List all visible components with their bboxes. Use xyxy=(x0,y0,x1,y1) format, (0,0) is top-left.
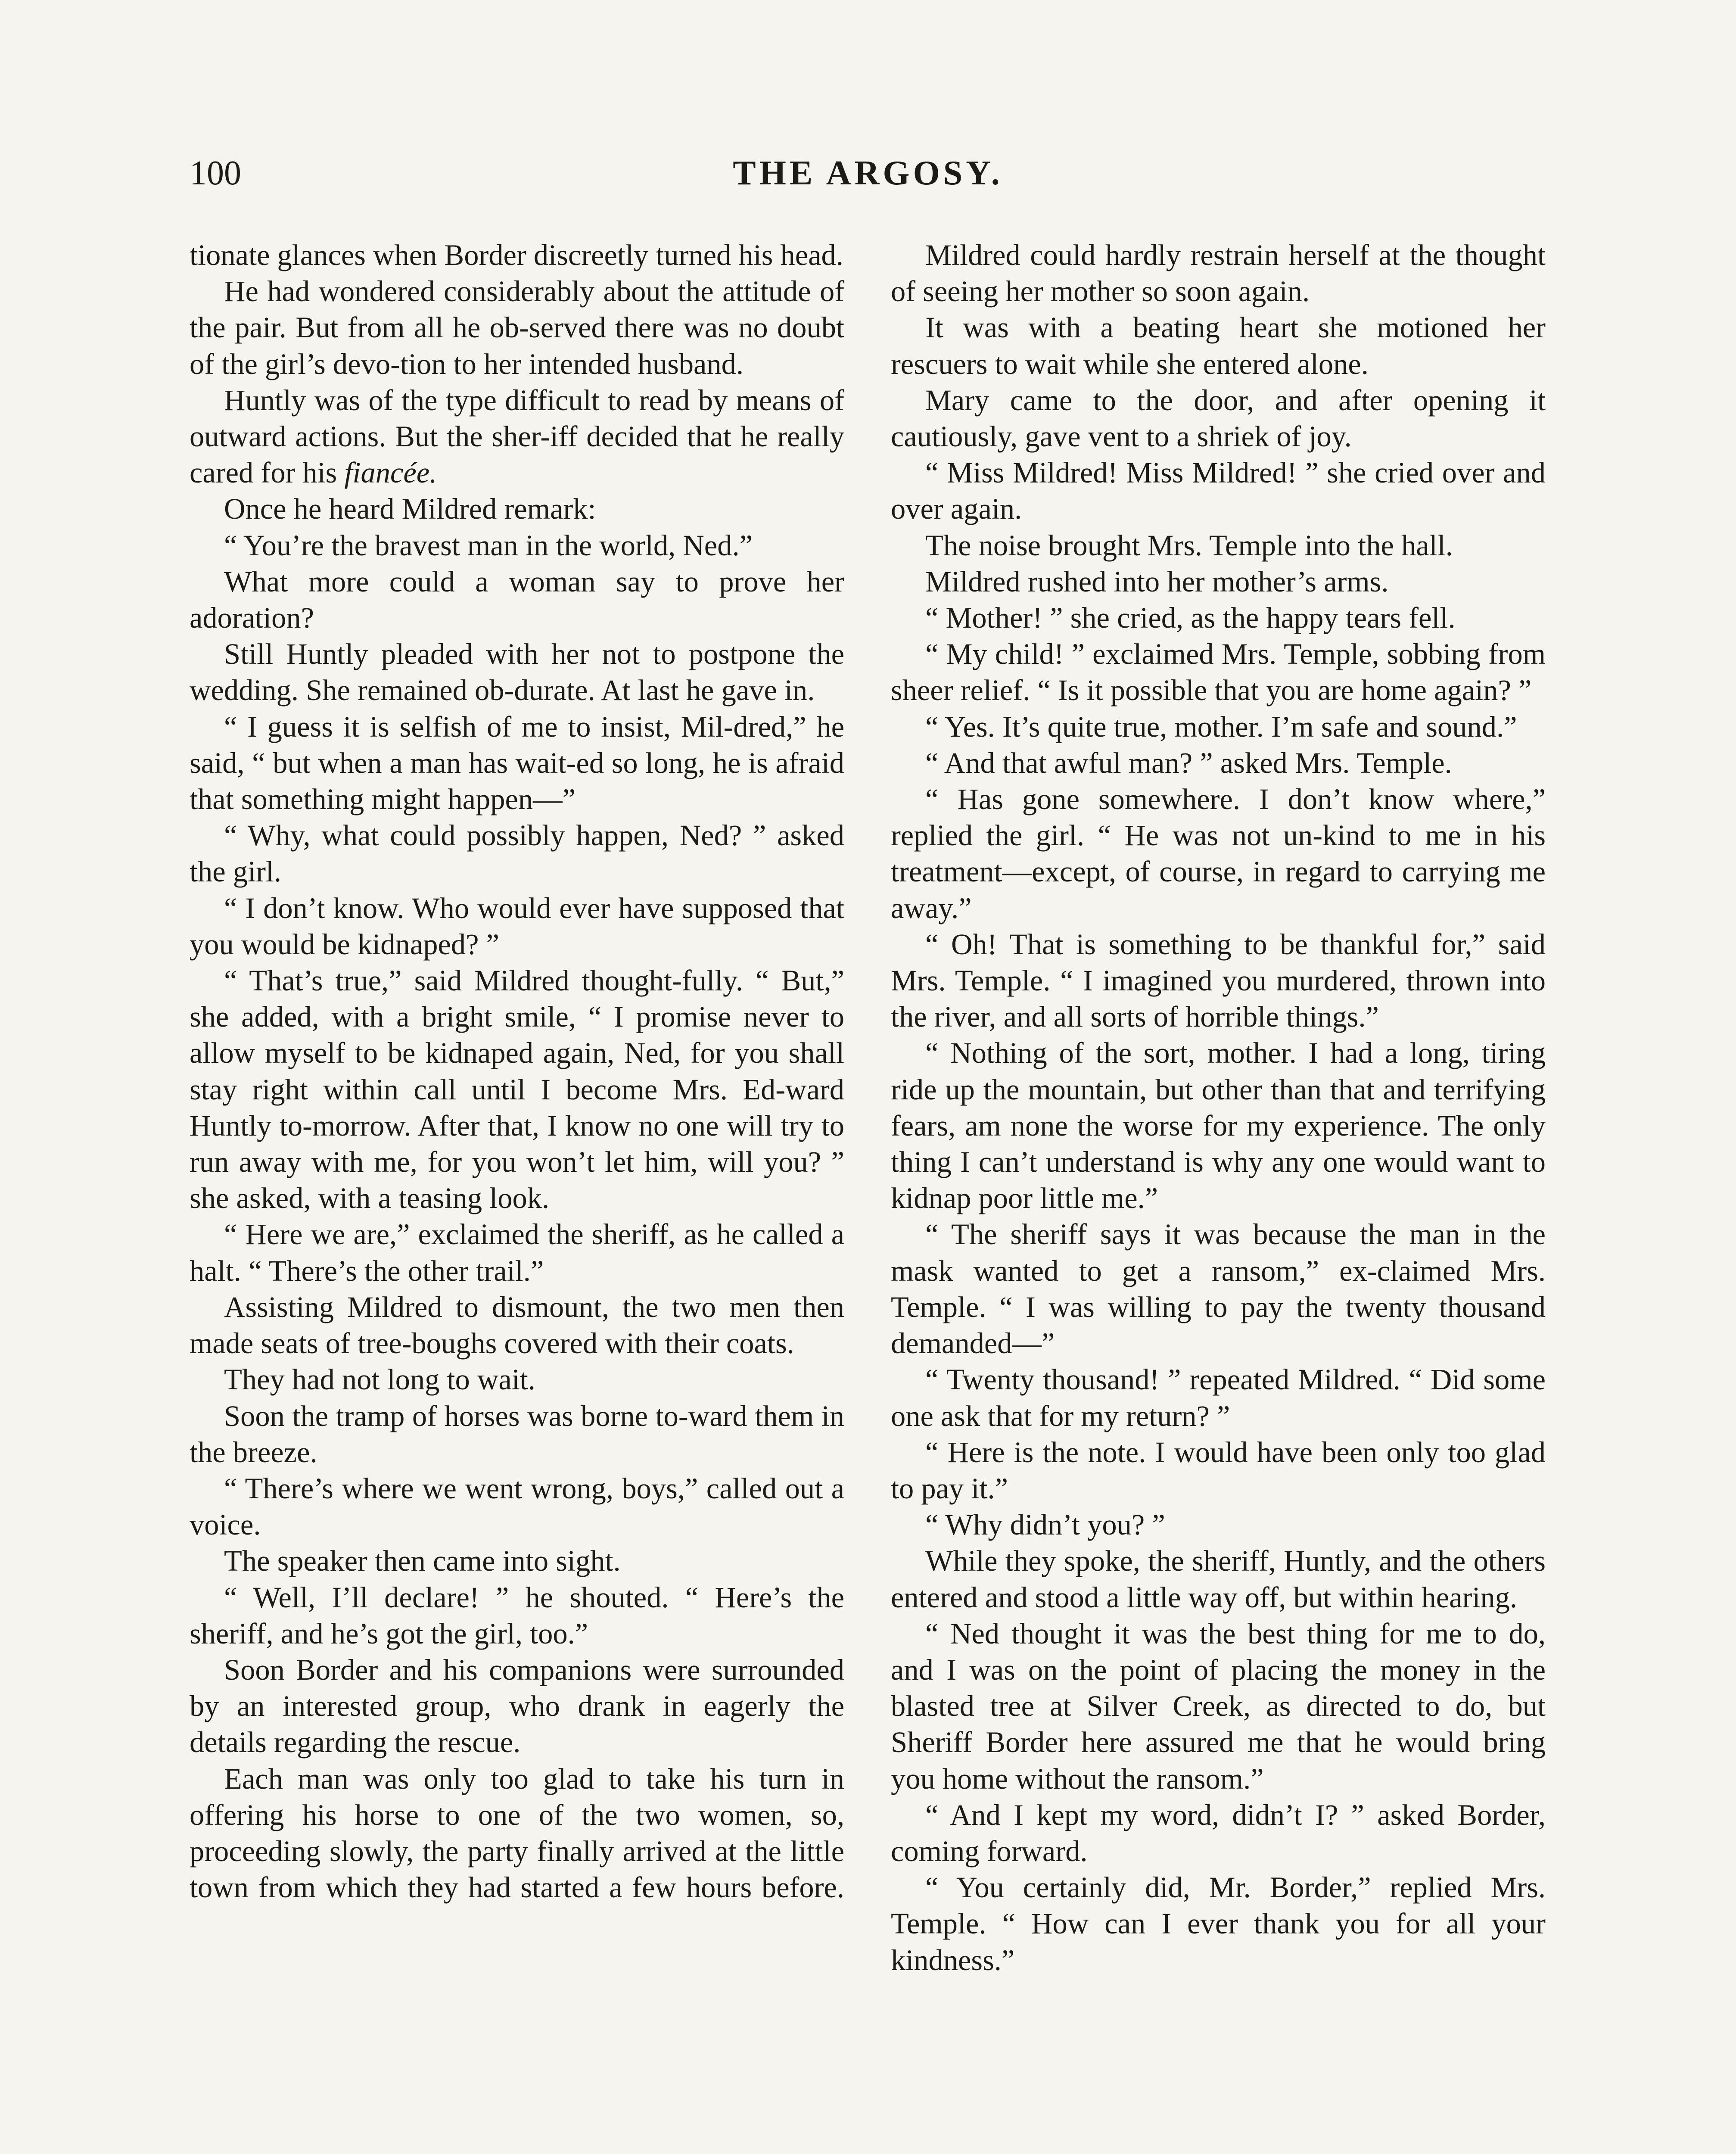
paragraph: While they spoke, the sheriff, Huntly, and the others entered and stood a little way off, but within hearing. xyxy=(891,1544,1546,1614)
left-column xyxy=(190,237,844,1905)
italic-word: fiancée. xyxy=(344,456,437,489)
paragraph: The noise brought Mrs. Temple into the hall. xyxy=(925,529,1453,562)
paragraph: tionate glances when Border discreetly turned his head. xyxy=(190,239,843,271)
paragraph: What more could a woman say to prove her adoration? xyxy=(190,565,844,635)
paragraph: “ My child! ” exclaimed Mrs. Temple, sobbing from sheer relief. “ Is it possible that you are home again? ” xyxy=(891,638,1546,707)
paragraph: “ Here we are,” exclaimed the sheriff, as he called a halt. “ There’s the other trail.” xyxy=(190,1218,844,1287)
paragraph: Still Huntly pleaded with her not to postpone the wedding. She remained ob-durate. At last he gave in. xyxy=(190,638,844,707)
paragraph: It was with a beating heart she motioned her rescuers to wait while she entered alone. xyxy=(891,311,1546,380)
paragraph: “ Ned thought it was the best thing for me to do, and I was on the point of placing the money in the blasted tree at Silver Creek, as directed to do, but Sheriff Border here assured me that he would bring you home without the ransom.” xyxy=(891,1617,1546,1795)
page-header xyxy=(190,152,1546,203)
paragraph: “ I guess it is selfish of me to insist, Mil-dred,” he said, “ but when a man has wait-ed so long, he is afraid that something might happen—” xyxy=(190,710,844,816)
paragraph: Mildred rushed into her mother’s arms. xyxy=(925,565,1389,598)
paragraph xyxy=(190,382,844,491)
paragraph: “ And I kept my word, didn’t I? ” asked Border, coming forward. xyxy=(891,1798,1546,1868)
paragraph: Soon the tramp of horses was borne to-ward them in the breeze. xyxy=(190,1399,844,1469)
paragraph: “ Oh! That is something to be thankful for,” said Mrs. Temple. “ I imagined you murdered, thrown into the river, and all sorts of horrible things.” xyxy=(891,928,1546,1033)
paragraph: “ That’s true,” said Mildred thought-fully. “ But,” she added, with a bright smile, “ I promise never to allow myself to be kidnaped again, Ned, for you shall stay right within call until I become Mrs. Ed-ward Huntly to-morrow. After that, I know no one will try to run away with me, for you won’t let him, will you? ” she asked, with a teasing look. xyxy=(190,964,844,1215)
paragraph: “ Why didn’t you? ” xyxy=(925,1508,1165,1541)
paragraph: “ There’s where we went wrong, boys,” called out a voice. xyxy=(190,1472,844,1541)
paragraph: “ Mother! ” she cried, as the happy tears fell. xyxy=(925,601,1456,635)
paragraph: “ I don’t know. Who would ever have supposed that you would be kidnaped? ” xyxy=(190,891,844,961)
paragraph: “ Well, I’ll declare! ” he shouted. “ Here’s the sheriff, and he’s got the girl, too.” xyxy=(190,1581,844,1650)
paragraph: He had wondered considerably about the attitude of the pair. But from all he ob-served there was no doubt of the girl’s devo-tion to her intended husband. xyxy=(190,275,844,380)
paragraph: “ You’re the bravest man in the world, Ned.” xyxy=(224,529,753,562)
paragraph: “ Why, what could possibly happen, Ned? ” asked the girl. xyxy=(190,819,844,888)
paragraph: “ Yes. It’s quite true, mother. I’m safe and sound.” xyxy=(925,710,1517,743)
paragraph: The speaker then came into sight. xyxy=(224,1544,621,1578)
paragraph: Soon Border and his companions were surrounded by an interested group, who drank in eagerly the details regarding the rescue. xyxy=(190,1653,844,1759)
paragraph: Each man was only too glad to take his turn in offering his horse to one of the two women, so, proceeding slowly, the party finally arrived at the little town from which they had started a few hours before. xyxy=(190,1762,844,1904)
paragraph: “ You certainly did, Mr. Border,” replied Mrs. Temple. “ How can I ever thank you for all your kindness.” xyxy=(891,1871,1546,1977)
paragraph: Mary came to the door, and after opening it cautiously, gave vent to a shriek of joy. xyxy=(891,383,1546,453)
right-column xyxy=(891,237,1546,1978)
paragraph: They had not long to wait. xyxy=(224,1363,535,1396)
paragraph: Once he heard Mildred remark: xyxy=(224,492,596,526)
paragraph: “ Here is the note. I would have been only too glad to pay it.” xyxy=(891,1435,1546,1505)
paragraph: “ And that awful man? ” asked Mrs. Temple. xyxy=(925,746,1452,779)
page-number: 100 xyxy=(190,154,241,192)
paragraph-text: Huntly was of the type difficult to read by means of outward actions. But the sher-iff decided that he really cared for his xyxy=(190,383,844,489)
paragraph: “ Miss Mildred! Miss Mildred! ” she cried over and over again. xyxy=(891,456,1546,526)
running-head: THE ARGOSY. xyxy=(733,154,1003,192)
paragraph: “ The sheriff says it was because the man in the mask wanted to get a ransom,” ex-claimed Mrs. Temple. “ I was willing to pay the twenty thousand demanded—” xyxy=(891,1218,1546,1360)
paragraph: “ Nothing of the sort, mother. I had a long, tiring ride up the mountain, but other than that and terrifying fears, am none the worse for my experience. The only thing I can’t understand is why any one would want to kidnap poor little me.” xyxy=(891,1037,1546,1215)
paragraph: “ Twenty thousand! ” repeated Mildred. “ Did some one ask that for my return? ” xyxy=(891,1363,1546,1432)
paragraph: Assisting Mildred to dismount, the two men then made seats of tree-boughs covered with their coats. xyxy=(190,1290,844,1360)
paragraph: “ Has gone somewhere. I don’t know where,” replied the girl. “ He was not un-kind to me in his treatment—except, of course, in regard to carrying me away.” xyxy=(891,783,1546,924)
paragraph: Mildred could hardly restrain herself at the thought of seeing her mother so soon again. xyxy=(891,239,1546,308)
